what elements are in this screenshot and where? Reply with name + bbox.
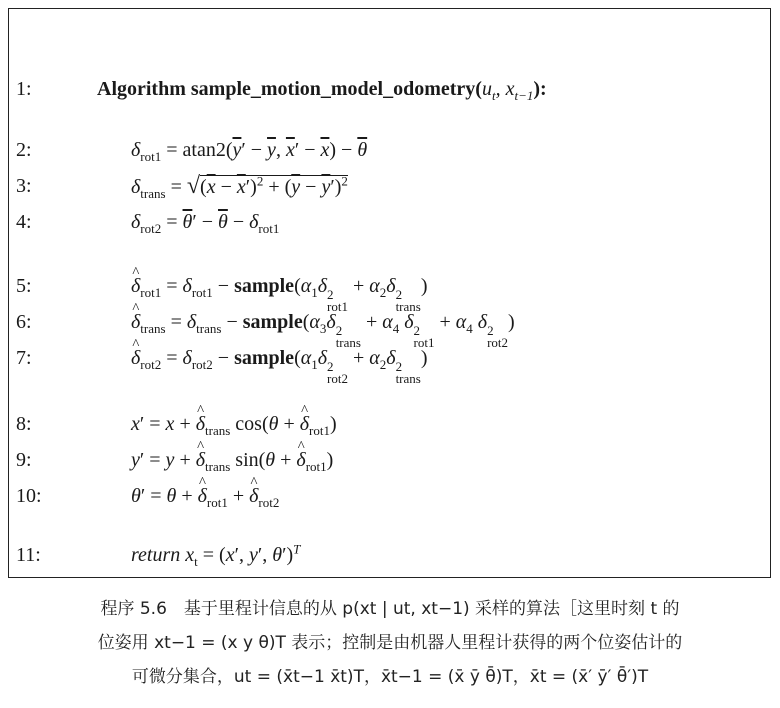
- algorithm-line-5: [9, 272, 769, 314]
- formula-delta-rot1: $\delta_{rot1} = atan2(\overline{y}' - \overline{y}$, $\overline{x}' - \overline{x}) - \overline{\theta}$: [131, 139, 368, 164]
- line-number: 5:: [16, 275, 32, 297]
- line-number: 6:: [16, 311, 32, 333]
- caption-line-3: 可微分集合，ut = (x̄t−1 x̄t)T，x̄t−1 = (x̄ ȳ θ̄)T，x̄t = (x̄′ ȳ′ θ̄′)T: [131, 667, 649, 687]
- caption-line-1: 程序 5.6 基于里程计信息的从 p(xt | ut, xt−1) 采样的算法［这里时刻 t 的: [100, 599, 680, 619]
- line-number: 2:: [16, 139, 32, 161]
- formula-hat-delta-rot2: ^ $\delta_{rot2} = \delta_{rot2}$ − $sample(\alpha_1\delta$ 2 rot2 + $\alpha_2\delta$ 2 trans ): [131, 344, 428, 385]
- algorithm-title: Algorithm $sample\_motion\_model\_odometry(u_t$, $x_{t-1}$):: [97, 78, 547, 103]
- algorithm-line-4: [9, 208, 769, 236]
- line-number: 3:: [16, 175, 32, 197]
- caption-line-2: 位姿用 xt−1 = (x y θ)T 表示；控制是由机器人里程计获得的两个位姿估计的: [97, 633, 683, 653]
- formula-theta-prime: θ′ = θ + ^ $\delta_{rot1}$ + ^ $\delta_{rot2}$: [131, 482, 279, 510]
- algorithm-line-7: [9, 344, 769, 386]
- algorithm-line-11: [9, 541, 769, 569]
- algorithm-line-3: [9, 172, 769, 200]
- formula-hat-delta-rot1: ^ $\delta_{rot1} = \delta_{rot1}$ − $sample(\alpha_1\delta$ 2 rot1 + $\alpha_2\delta$ 2 trans ): [131, 272, 428, 313]
- algorithm-line-9: [9, 446, 769, 474]
- line-number: 4:: [16, 211, 32, 233]
- line-number: 8:: [16, 413, 32, 435]
- algorithm-line-1: [9, 75, 769, 103]
- line-number: 7:: [16, 347, 32, 369]
- formula-delta-trans: $\delta_{trans} = √(\overline{x} - \overline{x}')^2 + (\overline{y} - \overline{y}')^2$: [131, 173, 348, 201]
- formula-return: return $x_t = (x'$, y′, θ′)$^T$: [131, 541, 301, 569]
- formula-x-prime: x′ = x + ^ $\delta_{trans}$ cos(θ + ^ $\delta_{rot1}$): [131, 410, 337, 438]
- algorithm-line-10: [9, 482, 769, 510]
- formula-hat-delta-trans: ^ $\delta_{trans} = \delta_{trans}$ − $sample(\alpha_3\delta$ 2 trans + $\alpha_4$ δ 2 rot1 + $\alpha_4$ δ 2 rot2 ): [131, 308, 515, 349]
- line-number: 11:: [16, 544, 41, 566]
- algorithm-box: [8, 8, 771, 578]
- line-number: 9:: [16, 449, 32, 471]
- algorithm-line-8: [9, 410, 769, 438]
- algorithm-line-6: [9, 308, 769, 350]
- algorithm-line-2: [9, 136, 769, 164]
- formula-y-prime: y′ = y + ^ $\delta_{trans}$ sin(θ + ^ $\delta_{rot1}$): [131, 446, 333, 474]
- line-number: 10:: [16, 485, 42, 507]
- line-number: 1:: [16, 78, 32, 100]
- formula-delta-rot2: $\delta_{rot2} = \overline{\theta}' - \overline{\theta} - \delta_{rot1}$: [131, 211, 280, 236]
